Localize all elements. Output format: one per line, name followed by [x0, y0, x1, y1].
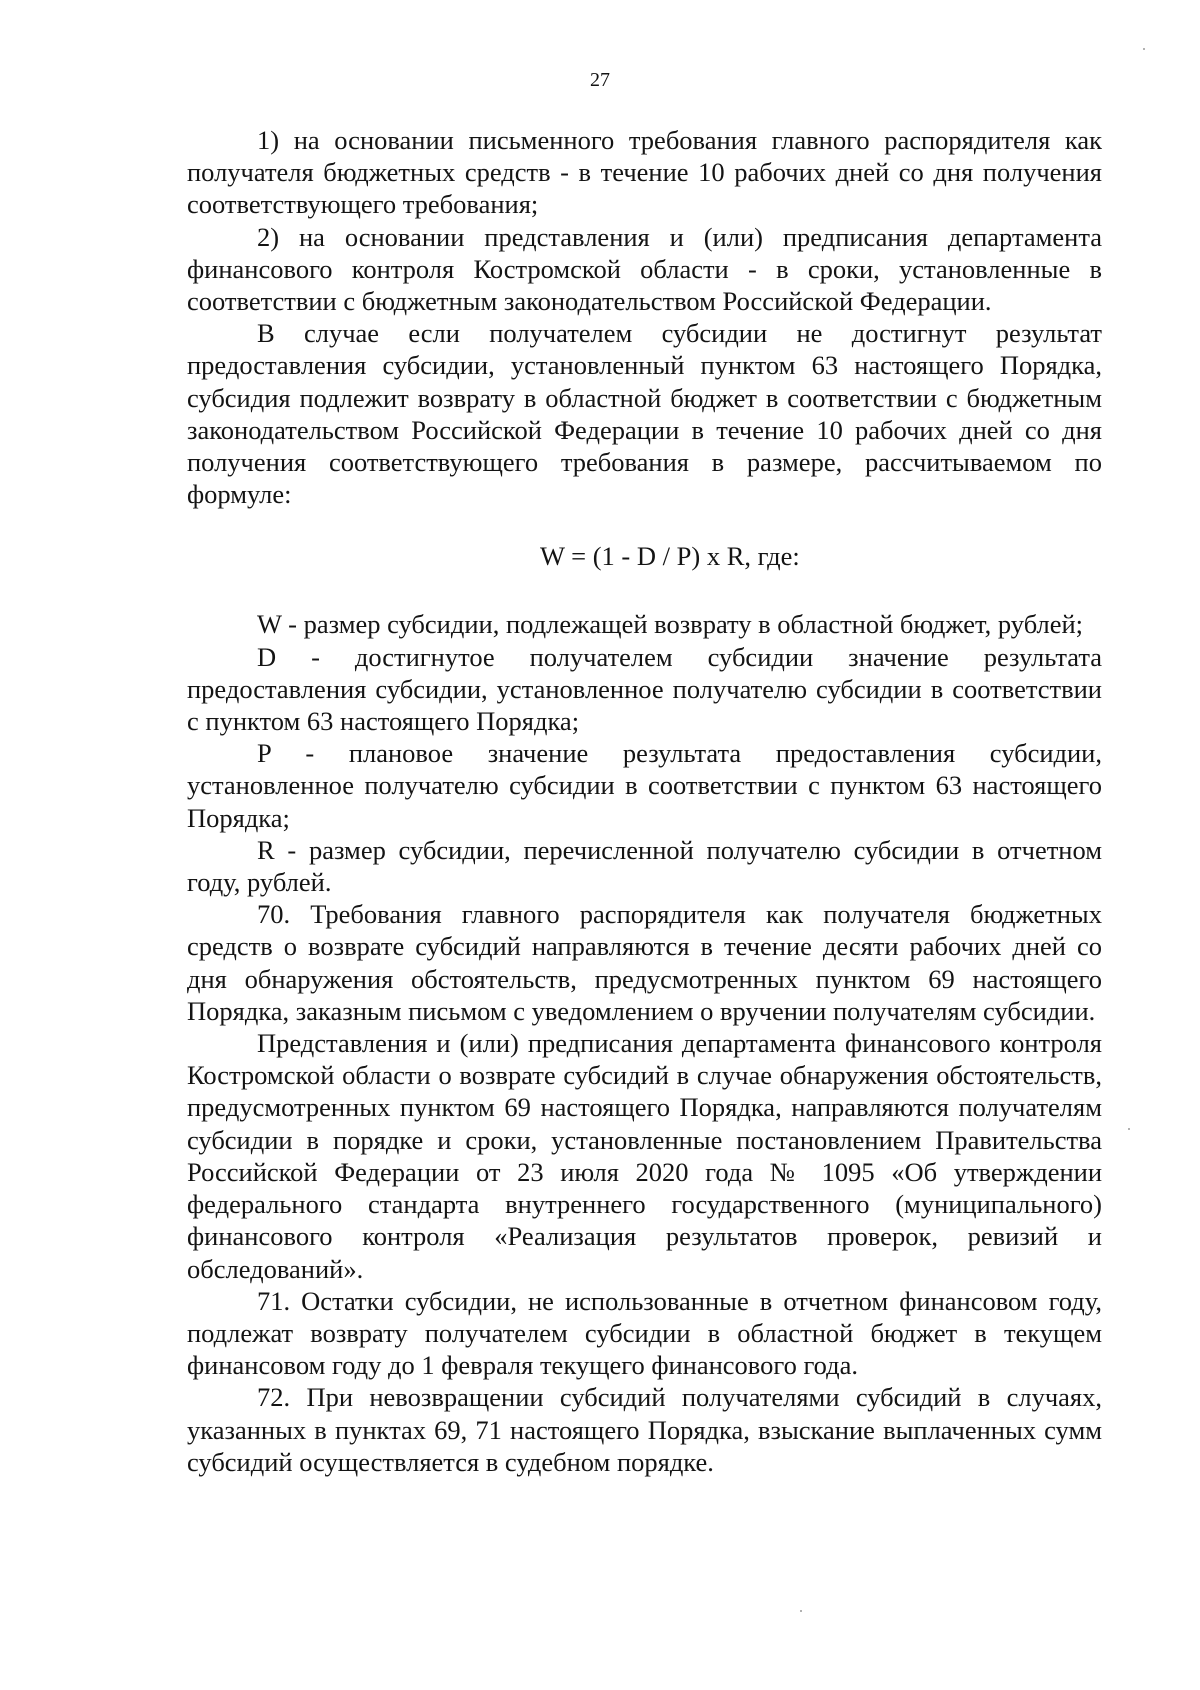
paragraph-definition-p: P - плановое значение результата предоставления субсидии, установленное получателю субсидии в соответствии с пунктом 63 настоящего Порядка; — [187, 738, 1102, 833]
scan-speck — [800, 1610, 802, 1612]
paragraph-definition-w: W - размер субсидии, подлежащей возврату в областной бюджет, рублей; — [257, 609, 1084, 640]
paragraph-control-representations: Представления и (или) предписания департамента финансового контроля Костромской области о возврате субсидий в случае обнаружения обстоятельств, предусмотренных пунктом 69 настоящего Порядка, направляются получателям субсидии в порядке и сроки, установленные постановлением Правительства Российской Федерации от 23 июля 2020 года № 1095 «Об утверждении федерального стандарта внутреннего государственного (муниципального) финансового контроля «Реализация результатов проверок, ревизий и обследований». — [187, 1028, 1102, 1284]
paragraph-item-70: 70. Требования главного распорядителя как получателя бюджетных средств о возврате субсидий направляются в течение десяти рабочих дней со дня обнаружения обстоятельств, предусмотренных пунктом 69 настоящего Порядка, заказным письмом с уведомлением о вручении получателям субсидии. — [187, 899, 1102, 1026]
scan-speck — [1128, 1128, 1130, 1130]
page-number: 27 — [590, 69, 610, 91]
return-formula: W = (1 - D / P) x R, где: — [540, 541, 800, 572]
paragraph-item-71: 71. Остатки субсидии, не использованные в отчетном финансовом году, подлежат возврату получателем субсидии в областной бюджет в текущем финансовом году до 1 февраля текущего финансового года. — [187, 1285, 1102, 1381]
paragraph-return-item-2: 2) на основании представления и (или) предписания департамента финансового контроля Костромской области - в сроки, установленные в соответствии с бюджетным законодательством Российской Федерации. — [187, 221, 1102, 317]
document-body — [187, 124, 1102, 1478]
paragraph-definition-r: R - размер субсидии, перечисленной получателю субсидии в отчетном году, рублей. — [187, 834, 1102, 898]
paragraph-definition-d: D - достигнутое получателем субсидии значение результата предоставления субсидии, установленное получателю субсидии в соответствии с пунктом 63 настоящего Порядка; — [187, 641, 1102, 737]
paragraph-return-item-1: 1) на основании письменного требования главного распорядителя как получателя бюджетных средств - в течение 10 рабочих дней со дня получения соответствующего требования; — [187, 125, 1102, 220]
paragraph-item-72: 72. При невозвращении субсидий получателями субсидий в случаях, указанных в пунктах 69, 71 настоящего Порядка, взыскание выплаченных сумм субсидий осуществляется в судебном порядке. — [187, 1382, 1102, 1477]
paragraph-result-not-achieved: В случае если получателем субсидии не достигнут результат предоставления субсидии, установленный пунктом 63 настоящего Порядка, субсидия подлежит возврату в областной бюджет в соответствии с бюджетным законодательством Российской Федерации в течение 10 рабочих дней со дня получения соответствующего требования в размере, рассчитываемом по формуле: — [187, 318, 1102, 510]
scan-speck — [1143, 48, 1145, 50]
